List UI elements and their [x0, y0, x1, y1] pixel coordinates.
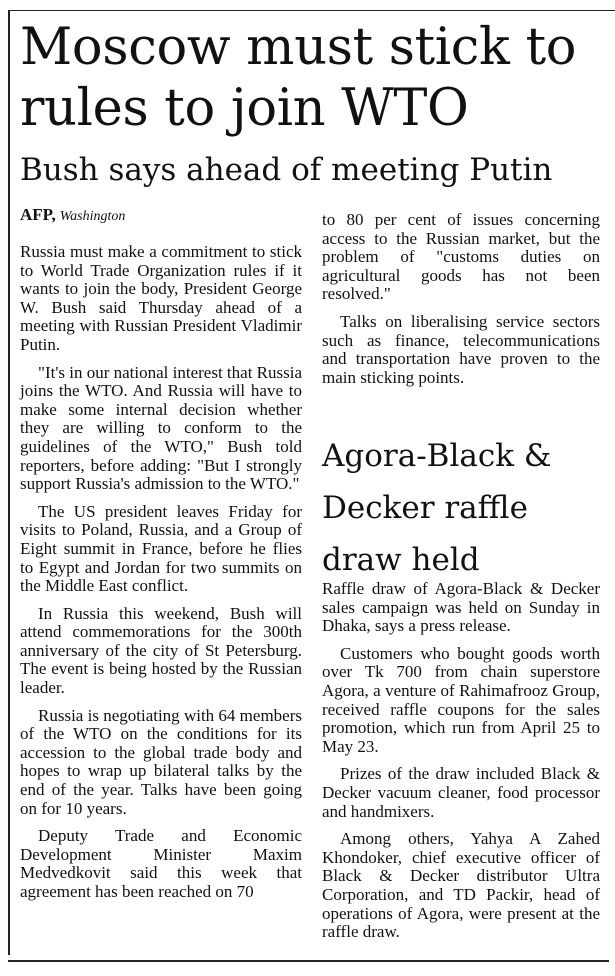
article-paragraph: Deputy Trade and Economic Development Minister Maxim Medvedkovit said this week that agreement has been reached on 70 [20, 826, 302, 901]
article-paragraph: Russia must make a commitment to stick to World Trade Organization rules if it wants to join the body, President George W. Bush said Thursday ahead of a meeting with Russian President Vladimir Putin. [20, 242, 302, 354]
article-paragraph: In Russia this weekend, Bush will attend commemorations for the 300th anniversary of the city of St Petersburg. The event is being hosted by the Russian leader. [20, 603, 302, 698]
second-article-paragraph: Among others, Yahya A Zahed Khondoker, chief executive officer of Black & Decker distributor Ultra Corporation, and TD Packir, head of operations of Agora, were present at the raffle draw. [322, 829, 600, 942]
second-article-body [322, 580, 600, 951]
article-paragraph: Talks on liberalising service sectors such as finance, telecommunications and transportation have proven to the main sticking points. [322, 311, 600, 387]
article-body-right-column [322, 211, 600, 396]
left-column-rule [8, 10, 10, 955]
article-body-left-column [20, 243, 302, 911]
article-headline: Moscow must stick to rules to join WTO [20, 18, 577, 138]
top-rule [8, 10, 615, 11]
second-article-paragraph: Customers who bought goods worth over Tk 700 from chain superstore Agora, a venture of Rahimafrooz Group, received raffle coupons for the sales promotion, which run from April 25 to May 23. [322, 643, 600, 756]
bottom-rule [8, 960, 609, 962]
dateline-location: Washington [59, 209, 126, 224]
article-paragraph: The US president leaves Friday for visits to Poland, Russia, and a Group of Eight summit in France, before he flies to Egypt and Jordan for two summits on the Middle East conflict. [20, 501, 302, 596]
second-article-headline: Agora-Black & Decker raffle draw held [322, 438, 552, 578]
news-agency: AFP, [20, 205, 56, 224]
article-paragraph: to 80 per cent of issues concerning access to the Russian market, but the problem of "customs duties on agricultural goods has not been resolved." [322, 210, 600, 304]
second-article-paragraph: Prizes of the draw included Black & Decker vacuum cleaner, food processor and handmixers. [322, 764, 600, 821]
article-paragraph: "It's in our national interest that Russia joins the WTO. And Russia will have to make some internal decision whether they are willing to conform to the guidelines of the WTO," Bush told reporters, before adding: "But I strongly support Russia's admission to the WTO." [20, 362, 303, 494]
second-article-paragraph: Raffle draw of Agora-Black & Decker sales campaign was held on Sunday in Dhaka, says a press release. [322, 579, 600, 636]
article-paragraph: Russia is negotiating with 64 members of the WTO on the conditions for its accession to the global trade body and hopes to wrap up bilateral talks by the end of the year. Talks have been going on for 10 years. [20, 705, 302, 818]
dateline [20, 205, 310, 225]
article-subheadline: Bush says ahead of meeting Putin [20, 152, 553, 188]
